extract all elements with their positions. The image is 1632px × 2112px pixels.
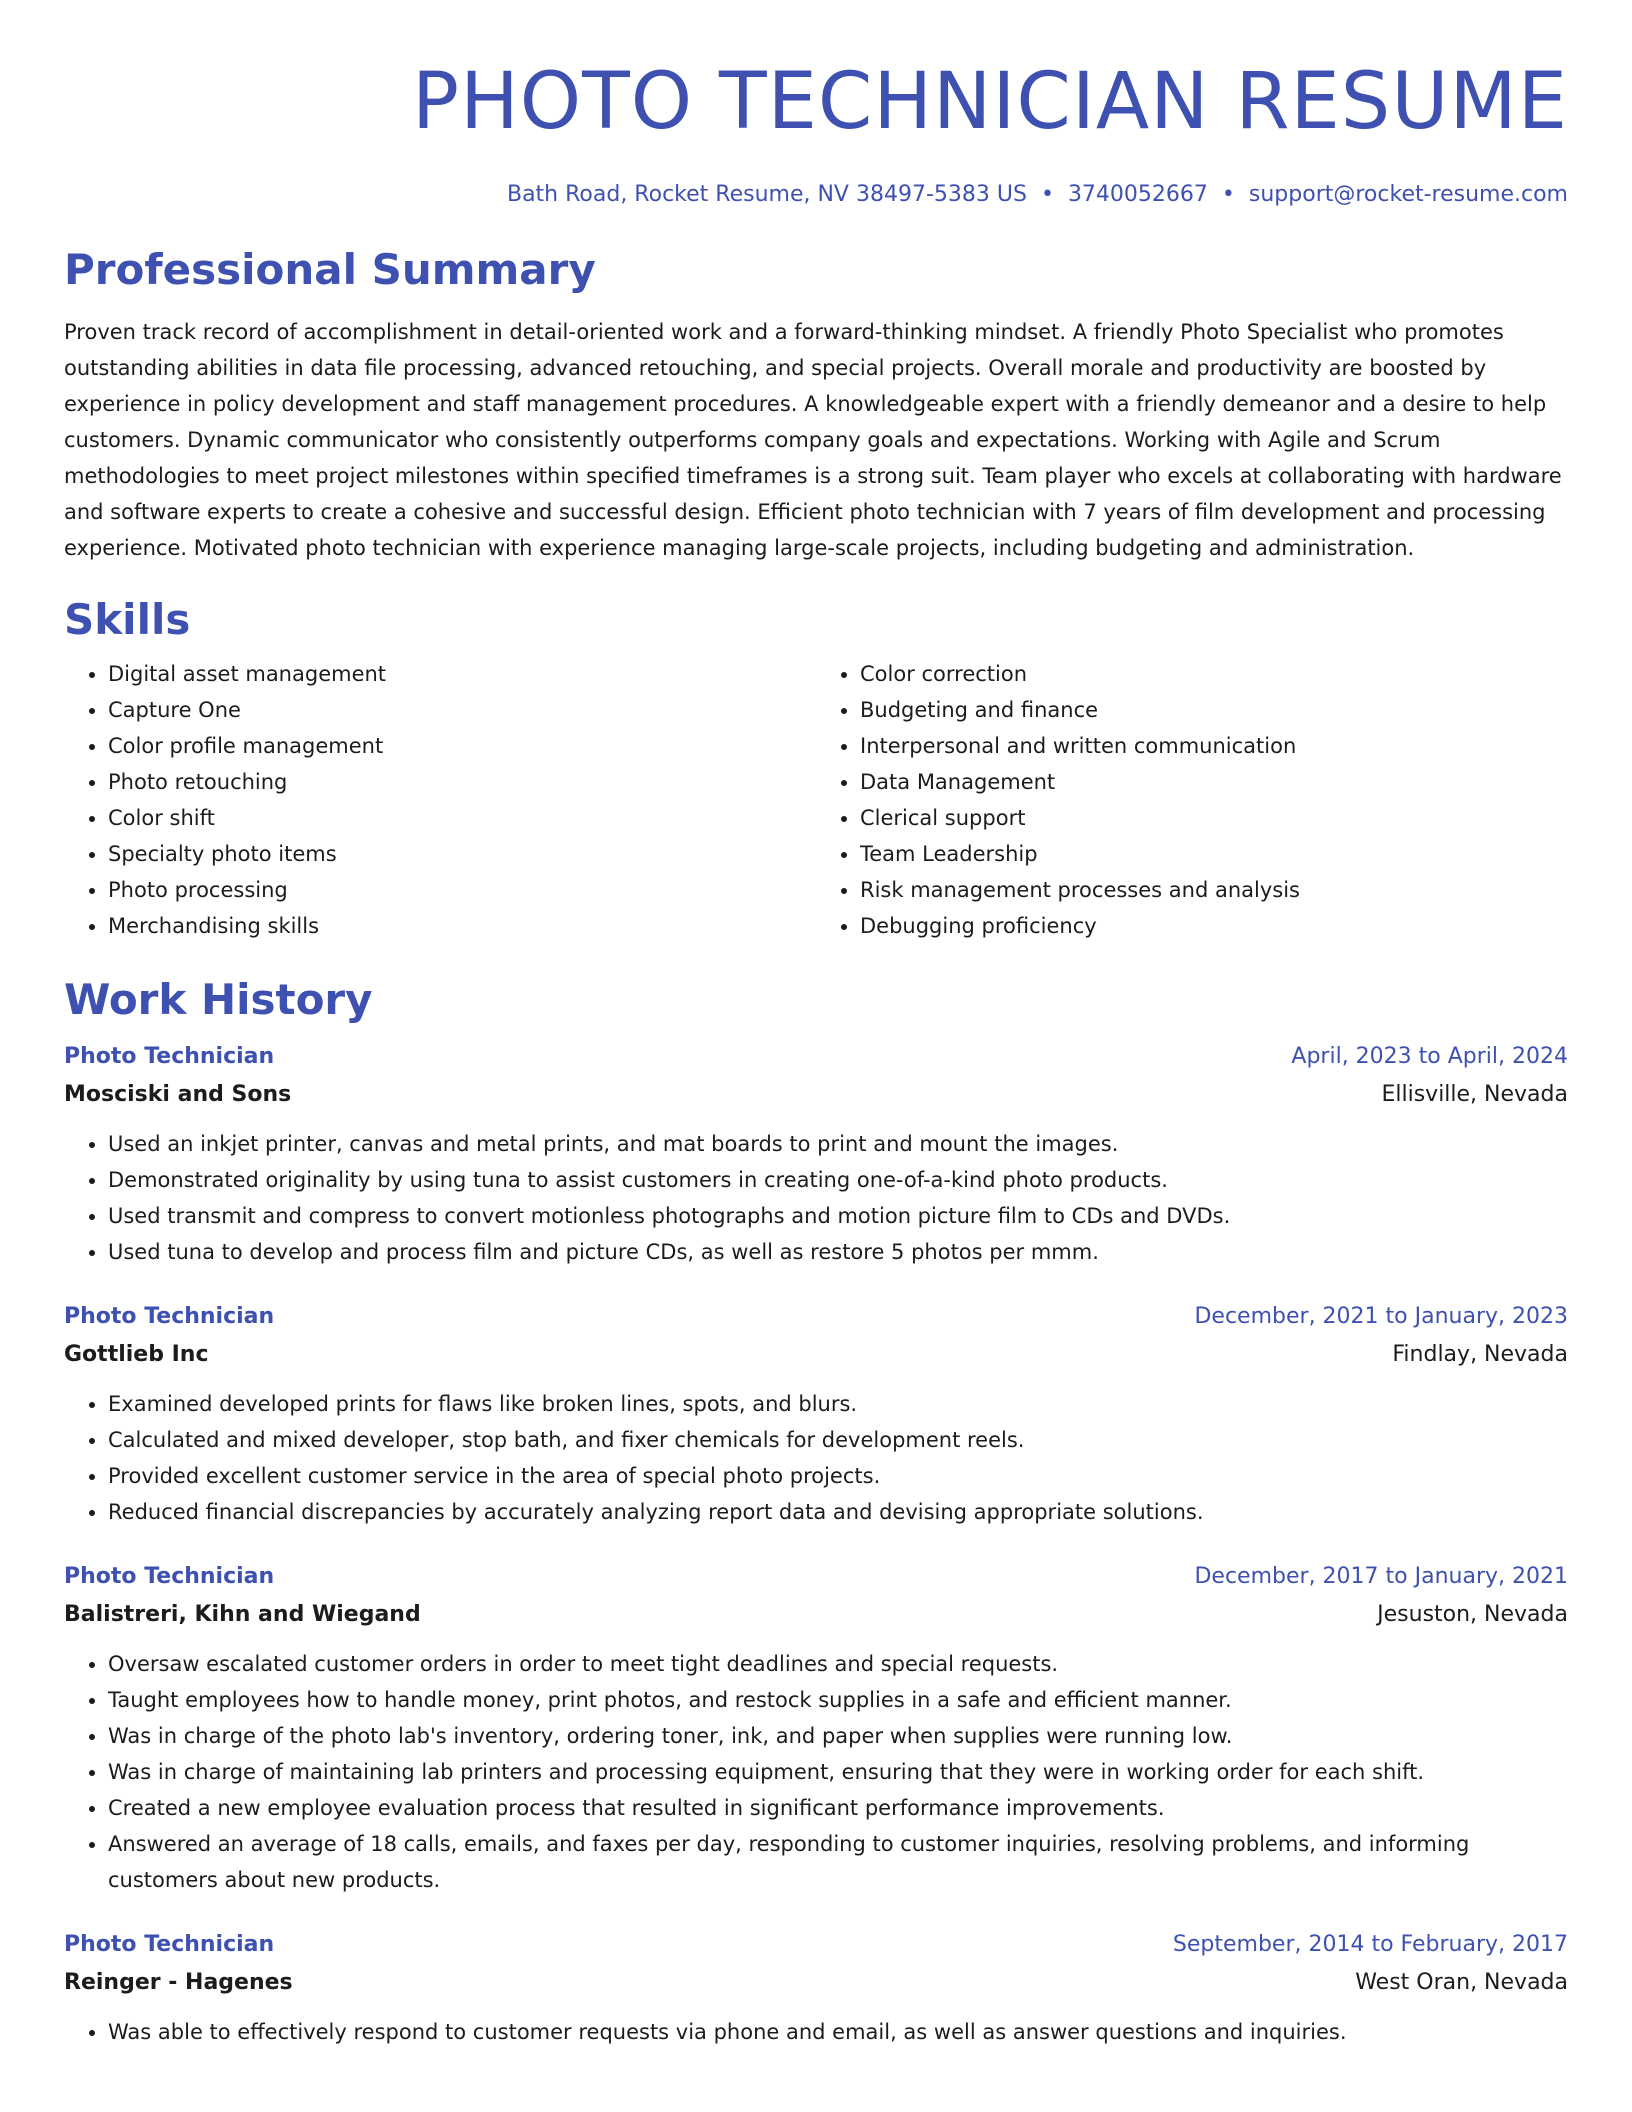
skill-item: • Merchandising skills bbox=[108, 908, 816, 944]
job-bullet: • Calculated and mixed developer, stop bath, and fixer chemicals for development reels. bbox=[108, 1422, 1568, 1458]
job-location: West Oran, Nevada bbox=[1355, 1970, 1568, 1995]
job-bullet: • Was able to effectively respond to customer requests via phone and email, as well as answer questions and inquiries. bbox=[108, 2014, 1568, 2050]
job-title-row bbox=[64, 1298, 1568, 1336]
resume-title: PHOTO TECHNICIAN RESUME bbox=[412, 57, 1568, 147]
job-title-row bbox=[64, 1926, 1568, 1964]
job-location: Findlay, Nevada bbox=[1392, 1342, 1568, 1367]
skill-item: • Photo processing bbox=[108, 872, 816, 908]
job-dates: April, 2023 to April, 2024 bbox=[1291, 1044, 1568, 1069]
contact-email[interactable]: support@rocket-resume.com bbox=[1248, 182, 1568, 207]
skill-item: • Photo retouching bbox=[108, 764, 816, 800]
resume-content bbox=[64, 0, 1568, 2050]
job-company-row bbox=[64, 1964, 1568, 2002]
skill-item: • Clerical support bbox=[860, 800, 1568, 836]
contact-address: Bath Road, Rocket Resume, NV 38497-5383 US bbox=[506, 182, 1027, 207]
job-bullets bbox=[64, 2014, 1568, 2050]
job-bullet: • Used tuna to develop and process film and picture CDs, as well as restore 5 photos per mmm. bbox=[108, 1234, 1568, 1270]
contact-separator: • bbox=[1221, 182, 1235, 207]
summary-text: Proven track record of accomplishment in detail-oriented work and a forward-thinking mindset. A friendly Photo Specialist who promotes outstanding abilities in data file processing, advanced retouching, and special projects. Overall morale and productivity are boosted by experience in policy development and staff management procedures. A knowledgeable expert with a friendly demeanor and a desire to help customers. Dynamic communicator who consistently outperforms company goals and expectations. Working with Agile and Scrum methodologies to meet project milestones within specified timeframes is a strong suit. Team player who excels at collaborating with hardware and software experts to create a cohesive and successful design. Efficient photo technician with 7 years of film development and processing experience. Motivated photo technician with experience managing large-scale projects, including budgeting and administration. bbox=[64, 320, 1562, 560]
job-bullet: • Oversaw escalated customer orders in order to meet tight deadlines and special requests. bbox=[108, 1646, 1568, 1682]
job-bullet: • Taught employees how to handle money, print photos, and restock supplies in a safe and efficient manner. bbox=[108, 1682, 1568, 1718]
job-company-row bbox=[64, 1076, 1568, 1114]
work-history-heading: Work History bbox=[64, 975, 373, 1024]
job-location: Ellisville, Nevada bbox=[1381, 1082, 1568, 1107]
skill-item: • Data Management bbox=[860, 764, 1568, 800]
job-bullet: • Created a new employee evaluation process that resulted in significant performance improvements. bbox=[108, 1790, 1568, 1826]
job-company-row bbox=[64, 1596, 1568, 1634]
job-title: Photo Technician bbox=[64, 1304, 275, 1329]
skill-item: • Team Leadership bbox=[860, 836, 1568, 872]
skills-heading: Skills bbox=[64, 595, 191, 644]
skills-left-column bbox=[64, 656, 816, 944]
job-entry bbox=[64, 1298, 1568, 1530]
skill-item: • Debugging proficiency bbox=[860, 908, 1568, 944]
job-bullet: • Demonstrated originality by using tuna to assist customers in creating one-of-a-kind photo products. bbox=[108, 1162, 1568, 1198]
job-entry bbox=[64, 1926, 1568, 2050]
skill-item: • Budgeting and finance bbox=[860, 692, 1568, 728]
skill-item: • Color profile management bbox=[108, 728, 816, 764]
skill-item: • Interpersonal and written communication bbox=[860, 728, 1568, 764]
skill-item: • Risk management processes and analysis bbox=[860, 872, 1568, 908]
contact-line bbox=[64, 180, 1568, 210]
skill-item: • Capture One bbox=[108, 692, 816, 728]
job-bullet: • Was in charge of the photo lab's inventory, ordering toner, ink, and paper when supplies were running low. bbox=[108, 1718, 1568, 1754]
summary-heading: Professional Summary bbox=[64, 245, 596, 294]
contact-phone[interactable]: 3740052667 bbox=[1067, 182, 1208, 207]
job-title-row bbox=[64, 1038, 1568, 1076]
job-location: Jesuston, Nevada bbox=[1377, 1602, 1568, 1627]
job-bullet: • Used an inkjet printer, canvas and metal prints, and mat boards to print and mount the images. bbox=[108, 1126, 1568, 1162]
skill-item: • Color shift bbox=[108, 800, 816, 836]
skills-right-column bbox=[816, 656, 1568, 944]
skill-item: • Color correction bbox=[860, 656, 1568, 692]
job-entry bbox=[64, 1558, 1568, 1898]
job-bullet: • Provided excellent customer service in the area of special photo projects. bbox=[108, 1458, 1568, 1494]
job-company: Reinger - Hagenes bbox=[64, 1970, 293, 1995]
job-title-row bbox=[64, 1558, 1568, 1596]
job-title: Photo Technician bbox=[64, 1932, 275, 1957]
job-bullets bbox=[64, 1126, 1568, 1270]
skill-item: • Specialty photo items bbox=[108, 836, 816, 872]
job-bullets bbox=[64, 1646, 1568, 1898]
job-bullet: • Answered an average of 18 calls, emails, and faxes per day, responding to customer inquiries, resolving problems, and informing customers about new products. bbox=[108, 1826, 1568, 1898]
job-bullet: • Used transmit and compress to convert motionless photographs and motion picture film to CDs and DVDs. bbox=[108, 1198, 1568, 1234]
job-company: Gottlieb Inc bbox=[64, 1342, 209, 1367]
contact-separator: • bbox=[1040, 182, 1054, 207]
job-company-row bbox=[64, 1336, 1568, 1374]
job-bullets bbox=[64, 1386, 1568, 1530]
job-bullet: • Examined developed prints for flaws like broken lines, spots, and blurs. bbox=[108, 1386, 1568, 1422]
job-company: Balistreri, Kihn and Wiegand bbox=[64, 1602, 421, 1627]
job-title: Photo Technician bbox=[64, 1564, 275, 1589]
job-bullet: • Reduced financial discrepancies by accurately analyzing report data and devising appropriate solutions. bbox=[108, 1494, 1568, 1530]
job-title: Photo Technician bbox=[64, 1044, 275, 1069]
job-dates: December, 2017 to January, 2021 bbox=[1194, 1564, 1568, 1589]
job-entry bbox=[64, 1038, 1568, 1270]
job-company: Mosciski and Sons bbox=[64, 1082, 292, 1107]
job-dates: September, 2014 to February, 2017 bbox=[1172, 1932, 1568, 1957]
skills-columns bbox=[64, 656, 1568, 944]
job-dates: December, 2021 to January, 2023 bbox=[1194, 1304, 1568, 1329]
job-bullet: • Was in charge of maintaining lab printers and processing equipment, ensuring that they were in working order for each shift. bbox=[108, 1754, 1568, 1790]
skill-item: • Digital asset management bbox=[108, 656, 816, 692]
